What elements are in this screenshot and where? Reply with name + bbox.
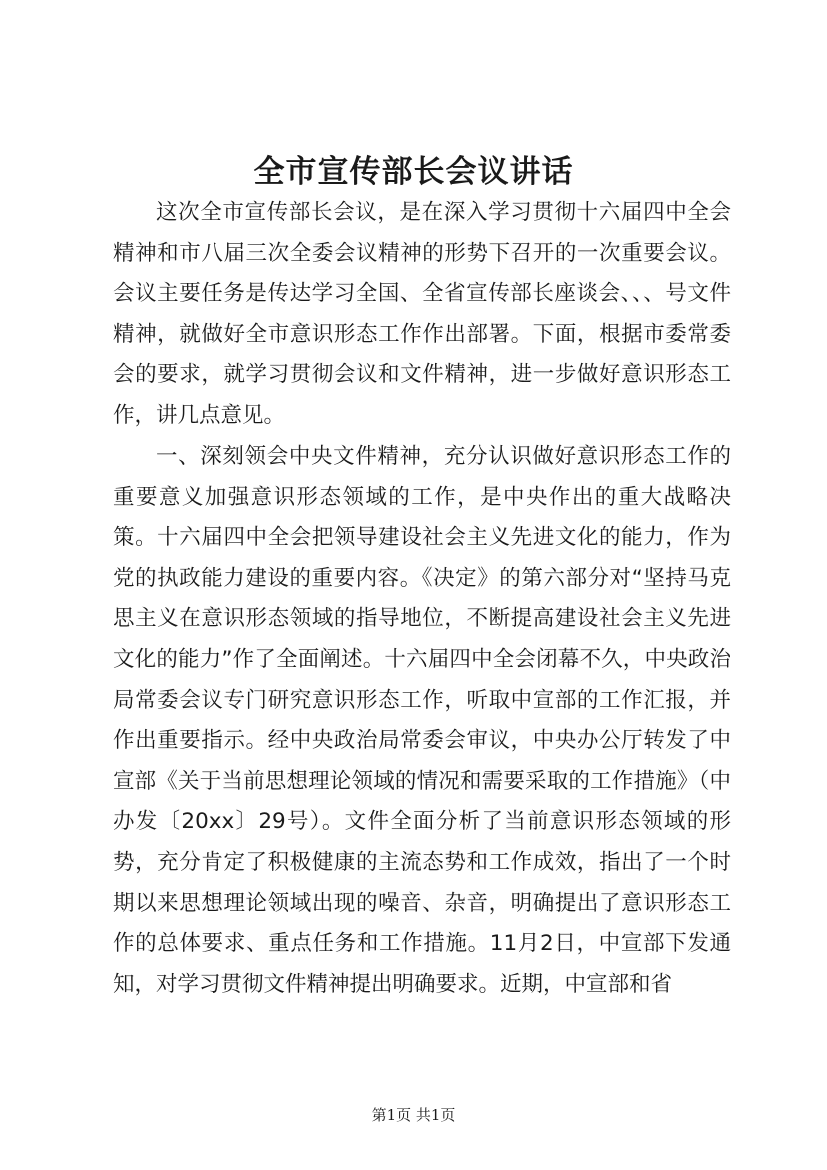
page-footer: 第1页 共1页	[371, 1106, 456, 1124]
paragraph-text: 这次全市宣传部长会议，是在深入学习贯彻十六届四中全会精神和市八届三次全委会议精神的形势下召开的一次重要会议。会议主要任务是传达学习全国、全省宣传部长座谈会、、、号文件精神，就做好全市意识形态工作作出部署。下面，根据市委常委会的要求，就学习贯彻会议和文件精神，进一步做好意识形态工作，讲几点意见。	[113, 200, 731, 428]
paragraph-text: 一、深刻领会中央文件精神，充分认识做好意识形态工作的重要意义加强意识形态领域的工作，是中央作出的重大战略决策。十六届四中全会把领导建设社会主义先进文化的能力，作为党的执政能力建设的重要内容。《决定》的第六部分对“坚持马克思主义在意识形态领域的指导地位，不断提高建设社会主义先进文化的能力”作了全面阐述。十六届四中全会闭幕不久，中央政治局常委会议专门研究意识形态工作，听取中宣部的工作汇报，并作出重要指示。经中央政治局常委会审议，中央办公厅转发了中宣部《关于当前思想理论领域的情况和需要采取的工作措施》（中办发〔20xx〕29号）。文件全面分析了当前意识形态领域的形势，充分肯定了积极健康的主流态势和工作成效，指出了一个时期以来思想理论领域出现的噪音、杂音，明确提出了意识形态工作的总体要求、重点任务和工作措施。11月2日，中宣部下发通知，对学习贯彻文件精神提出明确要求。近期，中宣部和省	[113, 444, 731, 997]
paragraph-intro	[113, 193, 731, 437]
document-title: 全市宣传部长会议讲话	[253, 154, 574, 190]
paragraph-section-one	[113, 437, 731, 1005]
